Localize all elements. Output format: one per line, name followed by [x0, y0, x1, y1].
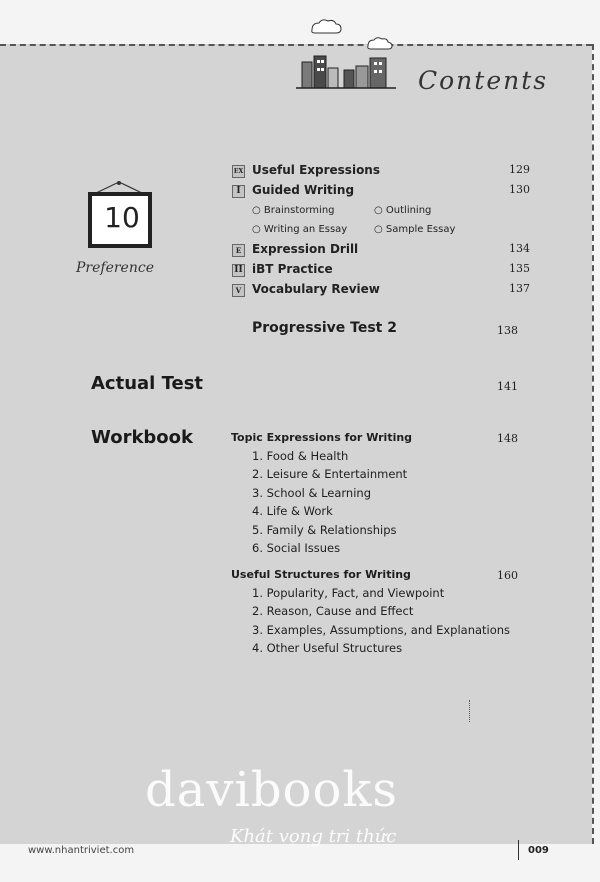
toc-row-guided-writing[interactable] — [0, 183, 530, 203]
toc-page: 135 — [509, 262, 530, 275]
clouds-buildings-icon — [296, 18, 396, 92]
topic-expressions-page: 148 — [497, 432, 518, 445]
subitem-label: Writing an Essay — [263, 224, 348, 235]
toc-label: Expression Drill — [252, 242, 359, 256]
expression-icon: EX — [232, 165, 245, 178]
toc-row-expression-drill[interactable] — [0, 242, 530, 262]
toc-page: 129 — [509, 163, 530, 176]
list-item[interactable]: 2. Reason, Cause and Effect — [252, 604, 414, 618]
list-item[interactable]: 4. Other Useful Structures — [252, 641, 403, 655]
subitem-writing-essay: ○ Writing an Essay — [252, 224, 348, 235]
drill-icon: E — [232, 244, 245, 257]
subitem-label: Outlining — [385, 205, 432, 216]
vocabulary-icon: V — [232, 284, 245, 297]
list-item[interactable]: 4. Life & Work — [252, 504, 333, 518]
roman-one-icon: I — [232, 185, 245, 198]
toc-label: iBT Practice — [252, 262, 333, 276]
toc-row-vocabulary-review[interactable] — [0, 282, 530, 302]
list-item[interactable]: 5. Family & Relationships — [252, 523, 397, 537]
toc-row-useful-expressions[interactable] — [0, 163, 530, 183]
decorative-mark — [469, 700, 473, 722]
subitem-outlining: ○ Outlining — [374, 205, 432, 216]
toc-page: 137 — [509, 282, 530, 295]
useful-structures-page: 160 — [497, 569, 518, 582]
watermark-tagline: Khát vọng tri thức — [230, 826, 397, 847]
topic-expressions-heading[interactable]: Topic Expressions for Writing — [231, 431, 413, 444]
list-item[interactable]: 6. Social Issues — [252, 541, 341, 555]
roman-two-icon: II — [232, 264, 245, 277]
page-title: Contents — [418, 66, 549, 95]
toc-page: 130 — [509, 183, 530, 196]
toc-page: 134 — [509, 242, 530, 255]
page-number: 009 — [528, 845, 549, 856]
actual-test-page: 141 — [497, 380, 518, 393]
toc-label: Vocabulary Review — [252, 282, 380, 296]
list-item[interactable]: 2. Leisure & Entertainment — [252, 467, 408, 481]
footer-url[interactable]: www.nhantriviet.com — [28, 845, 135, 856]
chapter-number: 10 — [104, 201, 140, 234]
progressive-test-page: 138 — [497, 324, 518, 337]
list-item[interactable]: 3. School & Learning — [252, 486, 372, 500]
subitem-label: Brainstorming — [263, 205, 335, 216]
footer-divider — [518, 840, 519, 860]
toc-label: Useful Expressions — [252, 163, 380, 177]
subitem-sample-essay: ○ Sample Essay — [374, 224, 456, 235]
chapter-subtitle: Preference — [76, 260, 154, 276]
toc-label: Guided Writing — [252, 183, 355, 197]
list-item[interactable]: 1. Popularity, Fact, and Viewpoint — [252, 586, 445, 600]
subitem-label: Sample Essay — [385, 224, 456, 235]
useful-structures-heading[interactable]: Useful Structures for Writing — [231, 568, 411, 581]
actual-test-heading[interactable]: Actual Test — [91, 373, 204, 394]
workbook-heading[interactable]: Workbook — [91, 427, 194, 448]
list-item[interactable]: 3. Examples, Assumptions, and Explanations — [252, 623, 511, 637]
right-dashed-border — [592, 44, 594, 844]
progressive-test-label[interactable]: Progressive Test 2 — [252, 320, 397, 336]
list-item[interactable]: 1. Food & Health — [252, 449, 349, 463]
subitem-brainstorming: ○ Brainstorming — [252, 205, 335, 216]
toc-row-ibt-practice[interactable] — [0, 262, 530, 282]
watermark-brand: davibooks — [145, 762, 399, 818]
